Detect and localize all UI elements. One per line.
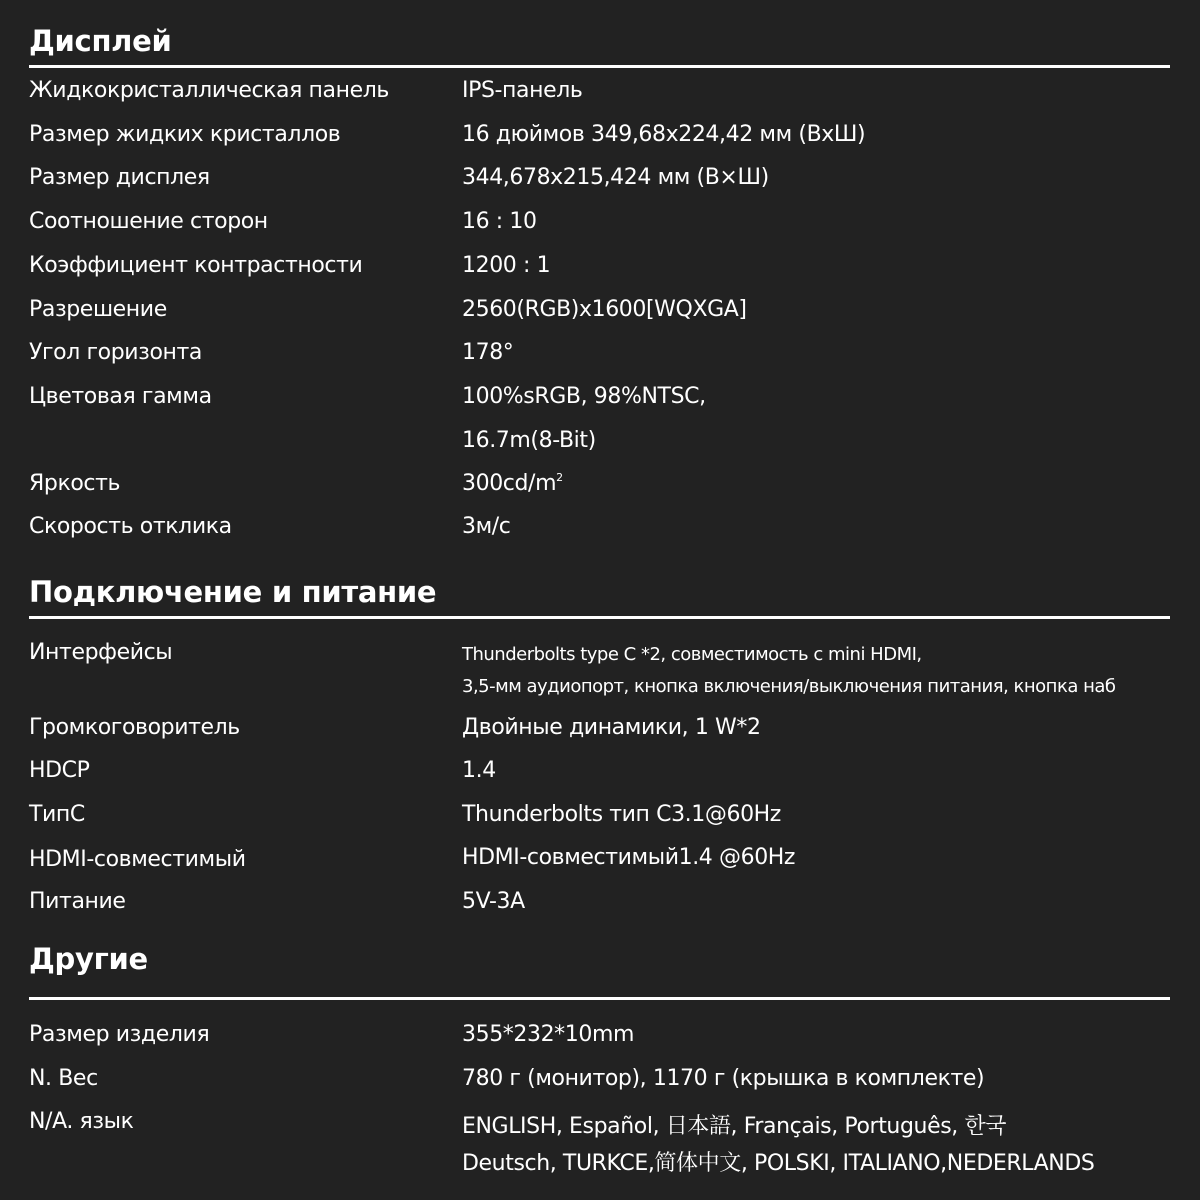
spec-value: Двойные динамики, 1 W*2 [462,715,761,740]
spec-value: HDMI-совместимый1.4 @60Hz [462,845,796,870]
spec-label: Разрешение [29,297,167,322]
spec-label: HDMI-совместимый [29,847,246,872]
spec-label: Размер дисплея [29,165,210,190]
spec-value: 5V-3A [462,889,525,914]
spec-label: N/A. язык [29,1109,134,1134]
spec-value: 344,678x215,424 мм (В×Ш) [462,165,769,190]
spec-value [462,471,563,496]
spec-value: 16 : 10 [462,209,537,234]
spec-label: Интерфейсы [29,640,173,665]
spec-label: N. Вес [29,1066,98,1091]
spec-value: 16 дюймов 349,68x224,42 мм (ВхШ) [462,122,866,147]
spec-label: Цветовая гамма [29,384,212,409]
spec-value: 3м/с [462,514,511,539]
spec-value-continued: 3,5-мм аудиопорт, кнопка включения/выключения питания, кнопка наб [462,676,1116,697]
spec-label: ТипС [29,802,85,827]
spec-value: 1.4 [462,758,496,783]
section-divider [29,616,1170,619]
brightness-value: 300cd/m [462,471,557,496]
spec-label: Жидкокристаллическая панель [29,78,389,103]
spec-value: IPS-панель [462,78,583,103]
section-title-other: Другие [29,942,148,976]
spec-label: Коэффициент контрастности [29,253,363,278]
section-title-connection: Подключение и питание [29,575,437,609]
spec-value: ENGLISH, Español, 日本語, Français, Português, 한국 [462,1114,1007,1139]
spec-label: Яркость [29,471,121,496]
spec-value: 780 г (монитор), 1170 г (крышка в комплекте) [462,1066,985,1091]
spec-value: 100%sRGB, 98%NTSC, [462,384,706,409]
spec-label: Размер жидких кристаллов [29,122,341,147]
spec-label: HDCP [29,758,90,783]
spec-value: Thunderbolts type C *2, совместимость с mini HDMI, [462,644,922,665]
spec-value: 178° [462,340,514,365]
spec-value: 1200 : 1 [462,253,551,278]
spec-value-continued: 16.7m(8-Bit) [462,428,596,453]
spec-value: Thunderbolts тип C3.1@60Hz [462,802,781,827]
section-divider [29,997,1170,1000]
superscript-unit: 2 [556,471,563,484]
spec-label: Соотношение сторон [29,209,268,234]
spec-label: Громкоговоритель [29,715,240,740]
spec-value: 2560(RGB)x1600[WQXGA] [462,297,747,322]
section-divider [29,65,1170,68]
section-title-display: Дисплей [29,24,172,58]
spec-label: Размер изделия [29,1022,210,1047]
spec-label: Скорость отклика [29,514,232,539]
spec-value: 355*232*10mm [462,1022,635,1047]
spec-label: Питание [29,889,126,914]
spec-label: Угол горизонта [29,340,202,365]
spec-value-continued: Deutsch, TURKCE,简体中文, POLSKI, ITALIANO,NEDERLANDS [462,1151,1095,1176]
